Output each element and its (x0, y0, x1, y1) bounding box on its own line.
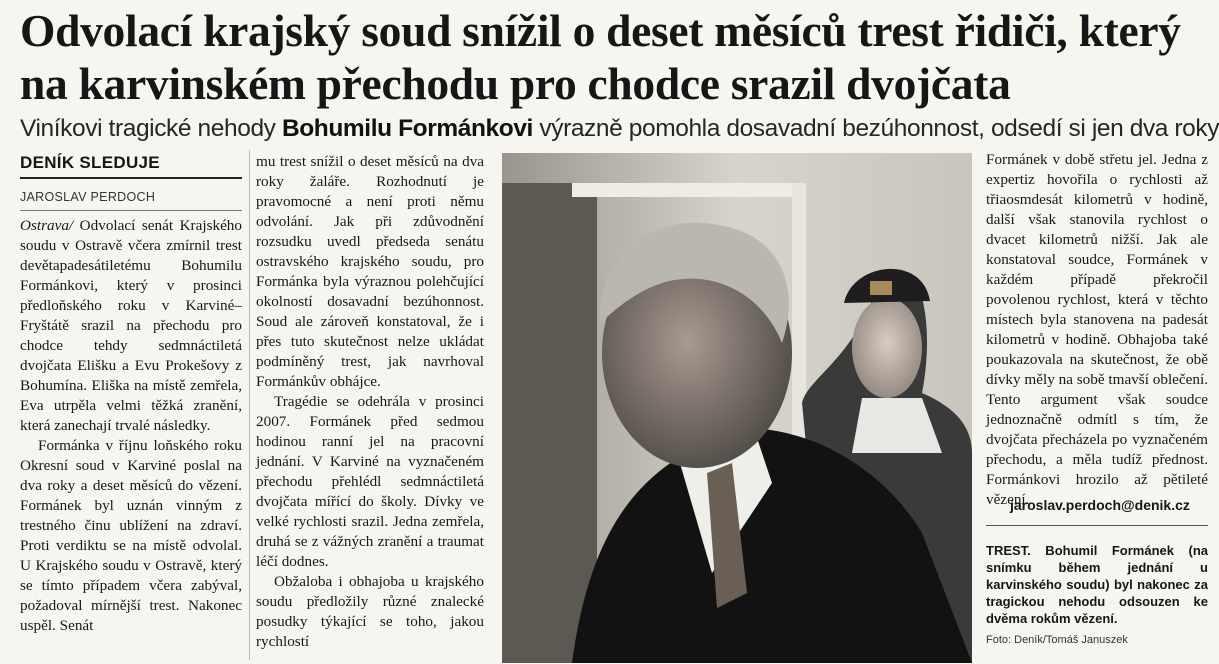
photo-illustration (502, 153, 972, 663)
headline: Odvolací krajský soud snížil o deset měsíců trest řidiči, který na karvinském přechodu pro chodce srazil dvojčata (20, 5, 1181, 109)
paragraph-1-text: Odvolací senát Krajského soudu v Ostravě včera zmírnil trest devětapadesátiletému Bohumilu Formánkovi, který v prosinci předloňského roku v Karviné–Fryštátě srazil na přechodu pro chodce tehdy sedmnáctiletá dvojčata Elišku a Evu Prokešovy z Bohumína. Eliška na místě zemřela, Eva utrpěla velmi těžká zranění, která zanechají trvalé následky. (20, 217, 242, 434)
text-column-3 (986, 150, 1208, 510)
subhead-text-end: výrazně pomohla dosavadní bezúhonnost, odsedí si jen dva roky (532, 115, 1219, 142)
subhead-name: Bohumilu Formánkovi (281, 115, 533, 142)
text-column-2 (256, 152, 484, 652)
door-top (572, 183, 802, 197)
author-byline: JAROSLAV PERDOCH (20, 190, 156, 204)
byline-divider (20, 210, 242, 211)
paragraph-5: Obžaloba i obhajoba u krajského soudu předložily různé znalecké posudky týkající se toho, jakou rychlostí (256, 573, 484, 650)
guard-face (852, 298, 922, 398)
door-frame (502, 183, 597, 663)
photo-credit: Foto: Deník/Tomáš Januszek (986, 634, 1128, 646)
author-email[interactable]: jaroslav.perdoch@denik.cz (1010, 497, 1190, 513)
caption-divider (986, 525, 1208, 526)
guard-cap-badge (870, 281, 892, 295)
dateline: Ostrava/ (20, 217, 74, 234)
paragraph-1 (20, 216, 242, 436)
paragraph-4: Tragédie se odehrála v prosinci 2007. Formánek před sedmou hodinou ranní jel na pracovní jednání. V Karviné na vyznačeném přechodu přehlédl sedmnáctiletá dvojčata mířící do školy. Dívky ve velké rychlosti srazil. Jedna zemřela, druhá se z vážných zranění a traumat léčí dodnes. (256, 393, 484, 570)
rubric-divider (20, 177, 242, 179)
subheadline (20, 113, 1219, 145)
paragraph-6: Formánek v době střetu jel. Jedna z expertiz hovořila o rychlosti až třiaosmdesát kilometrů v hodině, další však stanovila rychlost o dvacet kilometrů nižší. Jak ale konstatoval soudce, Formánek v každém případě překročil povolenou rychlost, která v těchto místech byla stanovena na padesát kilometrů v hodině. Obhajoba také poukazovala na skutečnost, že obě dívky měly na sobě tmavší oblečení. Tento argument však soudce jednoznačně odmítl s tím, že dvojčata přecházela po vyznačeném přechodu, a měla tudíž přednost. Formánkovi hrozilo až pětileté vězení. (986, 151, 1208, 508)
news-photo (502, 153, 972, 663)
subhead-text-start: Viníkovi tragické nehody (20, 115, 282, 142)
text-column-1 (20, 216, 242, 636)
paragraph-2: Formánka v říjnu loňského roku Okresní soud v Karviné poslal na dva roky a deset měsíců do vězení. Formánek byl uznán vinným z trestného činu ublížení na zdraví. Proti verdiktu se na místě odvolal. U Krajského soudu v Ostravě, který se tímto případem včera zabýval, požadoval mírnější trest. Nakonec uspěl. Senát (20, 437, 242, 634)
photo-caption: TREST. Bohumil Formánek (na snímku během jednání u karvinského soudu) byl nakonec za tragickou nehodu odsouzen ke dvěma rokům vězení. (986, 543, 1208, 626)
column-divider (249, 150, 250, 660)
rubric-label: DENÍK SLEDUJE (20, 153, 160, 172)
paragraph-3: mu trest snížil o deset měsíců na dva roky žaláře. Rozhodnutí je pravomocné a není proti němu odvolání. Jak při zdůvodnění rozsudku uvedl předseda senátu ostravského krajského soudu, pro Formánka byla výraznou polehčující okolností dosavadní bezúhonnost. Soud ale zároveň konstatoval, že i přes tuto skutečnost nelze ukládat podmíněný trest, jak navrhoval Formánkův obhájce. (256, 153, 484, 390)
